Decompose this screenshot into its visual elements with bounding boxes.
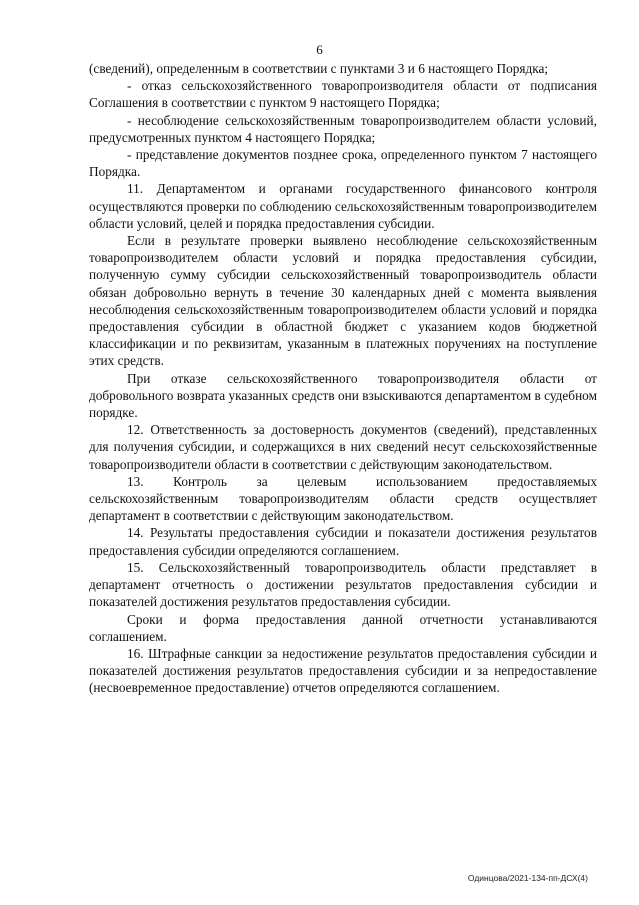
paragraph-clause-14: 14. Результаты предоставления субсидии и показатели достижения результатов предоставления субсидии определяются соглашением. — [89, 525, 597, 558]
paragraph-continuation: (сведений), определенным в соответствии с пунктами 3 и 6 настоящего Порядка; — [89, 61, 549, 76]
paragraph-court-recovery: При отказе сельскохозяйственного товаропроизводителя области от добровольного возврата указанных средств они взыскиваются департаментом в судебном порядке. — [89, 370, 597, 421]
paragraph-refund-obligation: Если в результате проверки выявлено несоблюдение сельскохозяйственным товаропроизводителем области условий и порядка предоставления субсидии, полученную сумму субсидии сельскохозяйственный товаропроизводитель области обязан добровольно вернуть в течение 30 календарных дней с момента выявления несоблюдения сельскохозяйственным товаропроизводителем области условий и порядка предоставления субсидии в областной бюджет с указанием кодов бюджетной классификации и по реквизитам, указанным в платежных поручениях на поступление этих средств. — [89, 233, 597, 369]
paragraph-clause-13: 13. Контроль за целевым использованием предоставляемых сельскохозяйственным товаропроизводителям области средств осуществляет департамент в соответствии с действующим законодательством. — [89, 473, 597, 524]
paragraph-clause-12: 12. Ответственность за достоверность документов (сведений), представленных для получения субсидии, и содержащихся в них сведений несут сельскохозяйственные товаропроизводители области в соответствии с действующим законодательством. — [89, 422, 597, 472]
paragraph-reporting-terms: Сроки и форма предоставления данной отчетности устанавливаются соглашением. — [89, 611, 597, 644]
page-number: 6 — [316, 42, 323, 57]
document-body — [89, 60, 597, 697]
paragraph-late-documents: - представление документов позднее срока, определенного пунктом 7 настоящего Порядка. — [89, 147, 597, 180]
paragraph-noncompliance-conditions: - несоблюдение сельскохозяйственным товаропроизводителем области условий, предусмотренных пунктом 4 настоящего Порядка; — [89, 112, 597, 145]
document-footer-code: Одинцова/2021-134-пп-ДСХ(4) — [467, 873, 588, 883]
paragraph-clause-16: 16. Штрафные санкции за недостижение результатов предоставления субсидии и показателей достижения результатов предоставления субсидии и за непредоставление (несвоевременное предоставление) отчетов определяются соглашением. — [89, 645, 597, 696]
paragraph-clause-11: 11. Департаментом и органами государственного финансового контроля осуществляются проверки по соблюдению сельскохозяйственным товаропроизводителем области условий, целей и порядка предоставления субсидии. — [89, 181, 597, 231]
paragraph-refusal-agreement: - отказ сельскохозяйственного товаропроизводителя области от подписания Соглашения в соответствии с пунктом 9 настоящего Порядка; — [89, 78, 597, 111]
paragraph-clause-15: 15. Сельскохозяйственный товаропроизводитель области представляет в департамент отчетность о достижении результатов предоставления субсидии и показателей достижения результатов предоставления субсидии. — [89, 559, 597, 610]
